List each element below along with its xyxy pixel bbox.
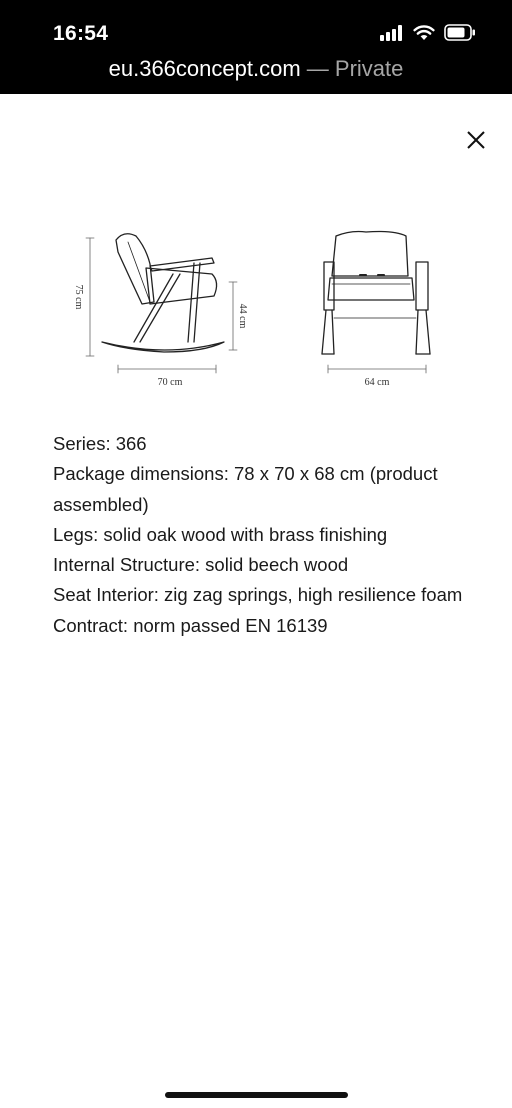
- side-height-label: 75 cm: [73, 284, 84, 310]
- spec-legs: Legs: solid oak wood with brass finishing: [53, 523, 388, 545]
- close-icon: [462, 126, 490, 154]
- spec-internal-structure: Internal Structure: solid beech wood: [53, 554, 349, 576]
- front-width-label: 64 cm: [364, 377, 390, 388]
- battery-icon: [444, 24, 476, 41]
- address-bar[interactable]: [0, 56, 512, 82]
- spec-series: Series: 366: [53, 433, 147, 454]
- spec-package-dimensions: Package dimensions: 78 x 70 x 68 cm (product assembled): [53, 463, 438, 515]
- browser-top-bar: [0, 0, 512, 94]
- status-time: 16:54: [53, 22, 109, 45]
- product-specs: [53, 429, 473, 641]
- chair-dimension-diagram: [66, 218, 446, 398]
- status-icons: [380, 24, 476, 41]
- seat-height-label: 44 cm: [237, 303, 248, 329]
- wifi-icon: [413, 25, 435, 41]
- url-domain: eu.366concept.com: [108, 56, 301, 81]
- side-width-label: 70 cm: [157, 377, 183, 388]
- private-mode-label: — Private: [306, 56, 404, 81]
- cellular-signal-icon: [380, 25, 404, 41]
- spec-seat-interior: Seat Interior: zig zag springs, high resilience foam: [53, 584, 463, 606]
- home-indicator[interactable]: [165, 1092, 348, 1098]
- close-button[interactable]: [462, 126, 490, 154]
- spec-contract: Contract: norm passed EN 16139: [53, 614, 328, 636]
